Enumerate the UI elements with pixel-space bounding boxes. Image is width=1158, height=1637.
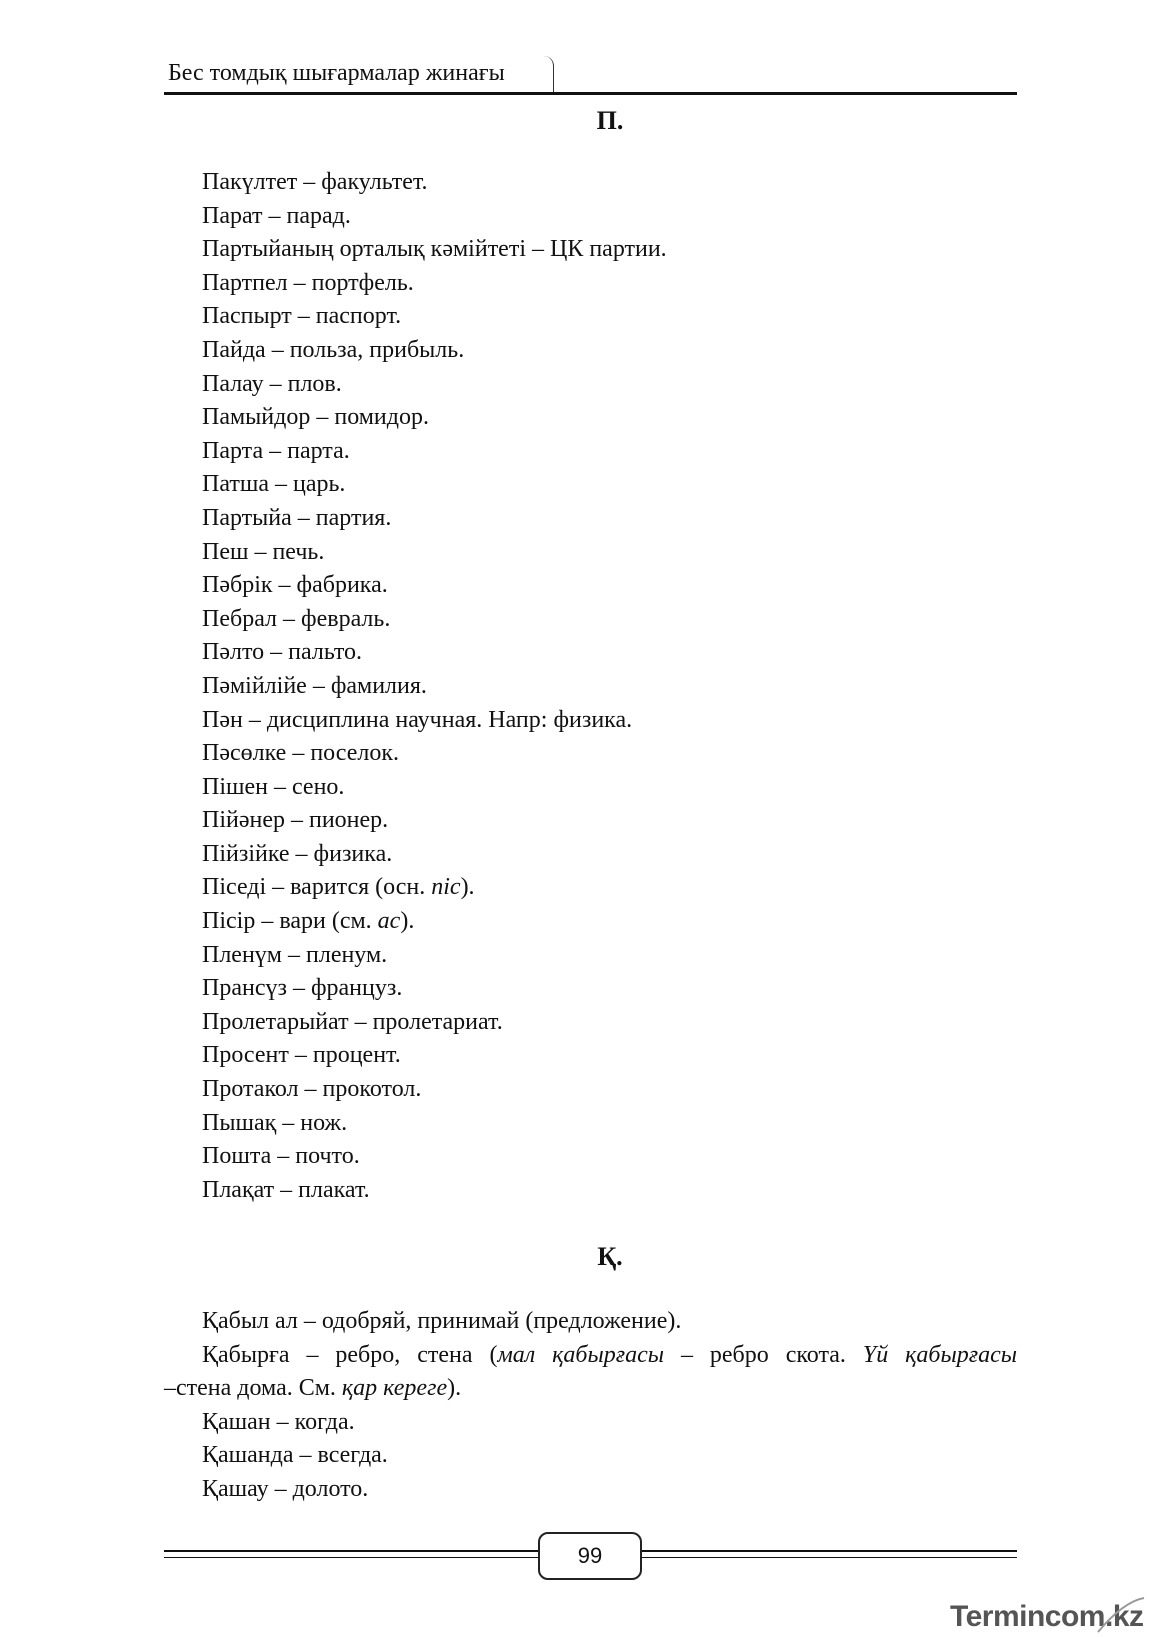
- list-item: [202, 871, 1017, 905]
- entry-text: – ребро скота.: [664, 1341, 863, 1368]
- list-item: Пакүлтет – факультет.: [202, 169, 428, 195]
- list-item: Пәсөлке – поселок.: [202, 740, 400, 767]
- watermark-logo-icon: [948, 1596, 1148, 1636]
- list-item: Пәлто – пальто.: [202, 639, 363, 666]
- list-item: Пышақ – нож.: [202, 1109, 348, 1136]
- entry-line-2: [164, 1372, 1017, 1406]
- list-item: Пайда – польза, прибыль.: [202, 336, 465, 363]
- list-item: Прансүз – француз.: [202, 975, 403, 1002]
- list-item: Пәмійлійе – фамилия.: [202, 672, 427, 699]
- list-item: Просент – процент.: [202, 1042, 401, 1069]
- list-item: Пән – дисциплина научная. Напр: физика.: [202, 706, 633, 733]
- entry-close: ).: [400, 908, 415, 935]
- list-item: Партпел – портфель.: [202, 269, 414, 296]
- entry-text: Піседі – варится (осн.: [202, 874, 432, 901]
- section-heading-q: Қ.: [597, 1242, 623, 1271]
- entry-close: ).: [460, 874, 475, 901]
- entry-line-1: [202, 1339, 1017, 1373]
- entry-italic: қар кереге: [341, 1375, 448, 1402]
- running-header-title: Бес томдық шығармалар жинағы: [168, 60, 505, 86]
- list-item: Пійәнер – пионер.: [202, 807, 389, 834]
- list-item: Парта – парта.: [202, 437, 350, 464]
- entry-text: –стена дома. См.: [164, 1375, 342, 1402]
- list-item: Пеш – печь.: [202, 538, 325, 565]
- list-item: Плақат – плакат.: [202, 1176, 370, 1203]
- entry-text: Қабырға – ребро, стена (: [202, 1341, 498, 1368]
- list-item: Пошта – почто.: [202, 1143, 360, 1170]
- glossary-list-p: [202, 166, 1017, 1207]
- entry-text: Пісір – вари (см.: [202, 908, 378, 935]
- list-item: Паспырт – паспорт.: [202, 303, 402, 330]
- glossary-list-q: [164, 1305, 1017, 1507]
- list-item: Парат – парад.: [202, 202, 351, 229]
- watermark-logo: [948, 1596, 1148, 1632]
- list-item: Қашау – долото.: [202, 1475, 369, 1502]
- list-item: Қашанда – всегда.: [202, 1442, 388, 1469]
- entry-text: ).: [447, 1375, 462, 1402]
- list-item: Памыйдор – помидор.: [202, 404, 429, 431]
- list-item: Пленүм – пленум.: [202, 941, 388, 968]
- entry-italic-ref: ас: [377, 908, 401, 935]
- section-heading-p: П.: [596, 106, 624, 135]
- list-item-wrapped: [164, 1339, 1017, 1406]
- svg-text:Termincom.kz: Termincom.kz: [950, 1600, 1144, 1633]
- header-rule: [164, 92, 1017, 95]
- list-item: Пролетарыйат – пролетариат.: [202, 1008, 503, 1035]
- list-item: Пішен – сено.: [202, 773, 345, 800]
- list-item: Партыйа – партия.: [202, 504, 392, 531]
- list-item: Протакол – прокотол.: [202, 1076, 422, 1103]
- list-item: Палау – плов.: [202, 370, 342, 397]
- list-item: Патша – царь.: [202, 471, 346, 498]
- list-item: Пебрал – февраль.: [202, 605, 391, 632]
- page-number-badge: [538, 1532, 642, 1580]
- list-item: [202, 905, 1017, 939]
- page-number: 99: [577, 1543, 603, 1568]
- list-item: Қашан – когда.: [202, 1408, 355, 1435]
- list-item: Пійзійке – физика.: [202, 840, 393, 867]
- entry-italic: мал қабырғасы: [497, 1341, 664, 1368]
- entry-italic-ref: піс: [431, 874, 461, 901]
- list-item: Пәбрік – фабрика.: [202, 572, 388, 599]
- list-item: Партыйаның орталық кәмійтеті – ЦК партии.: [202, 236, 667, 263]
- entry-italic: Үй қабырғасы: [862, 1341, 1017, 1368]
- list-item: Қабыл ал – одобряй, принимай (предложение).: [202, 1308, 682, 1334]
